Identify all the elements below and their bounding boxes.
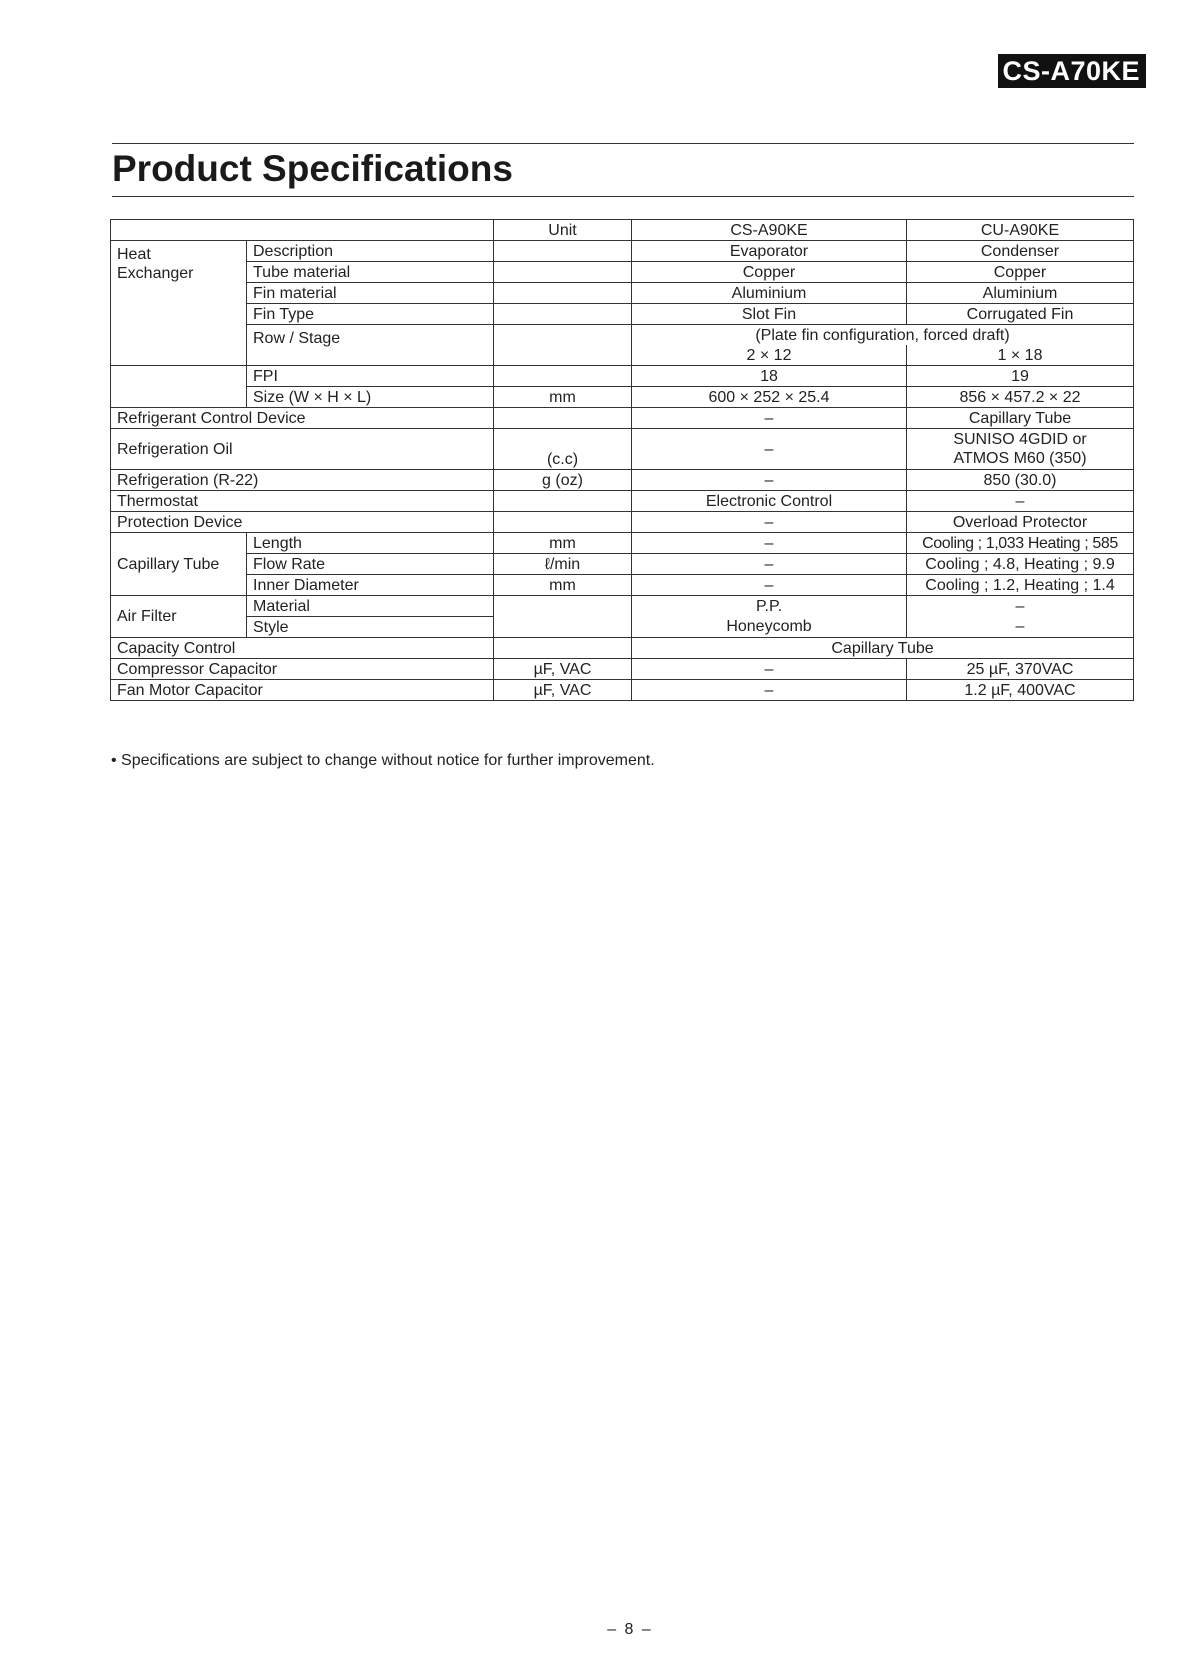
row-label: Protection Device (111, 512, 494, 533)
heat-exchanger-label-line2: Exchanger (117, 265, 194, 282)
unit-cell (494, 512, 632, 533)
page-number: – 8 – (607, 1621, 653, 1638)
unit-cell (494, 241, 632, 262)
outdoor-value: – (907, 596, 1134, 617)
row-label: Refrigeration Oil (111, 429, 494, 470)
unit-cell (494, 325, 632, 366)
outdoor-value: 19 (907, 366, 1134, 387)
unit-cell: mm (494, 387, 632, 408)
indoor-value: – (632, 575, 907, 596)
row-label: Material (247, 596, 494, 617)
model-code-badge: CS-A70KE (998, 54, 1146, 88)
table-row (111, 512, 1134, 533)
header-blank-cell (111, 220, 494, 241)
unit-cell: mm (494, 575, 632, 596)
outdoor-value: Aluminium (907, 283, 1134, 304)
indoor-value: – (632, 470, 907, 491)
outdoor-value (907, 429, 1134, 470)
oil-type-line1: SUNISO 4GDID or (953, 431, 1087, 448)
unit-cell (494, 366, 632, 387)
indoor-value: – (632, 512, 907, 533)
outdoor-value: – (907, 491, 1134, 512)
indoor-value: Aluminium (632, 283, 907, 304)
table-row (111, 659, 1134, 680)
indoor-value: Copper (632, 262, 907, 283)
unit-cell: ℓ/min (494, 554, 632, 575)
outdoor-value: Capillary Tube (907, 408, 1134, 429)
outdoor-value: Corrugated Fin (907, 304, 1134, 325)
table-row (111, 387, 1134, 408)
unit-cell: (c.c) (494, 429, 632, 470)
title-rule-bottom (112, 196, 1134, 197)
unit-cell (494, 596, 632, 638)
indoor-value: Honeycomb (632, 617, 907, 638)
row-label: Inner Diameter (247, 575, 494, 596)
table-row (111, 554, 1134, 575)
row-label: Fin material (247, 283, 494, 304)
outdoor-value: 1.2 µF, 400VAC (907, 680, 1134, 701)
table-row (111, 408, 1134, 429)
table-header-row (111, 220, 1134, 241)
row-label: Size (W × H × L) (247, 387, 494, 408)
indoor-value: – (632, 554, 907, 575)
table-row (111, 262, 1134, 283)
unit-cell (494, 408, 632, 429)
unit-cell (494, 304, 632, 325)
indoor-value: 2 × 12 (632, 345, 907, 366)
capillary-tube-label: Capillary Tube (111, 533, 247, 596)
outdoor-value: 25 µF, 370VAC (907, 659, 1134, 680)
outdoor-value: Copper (907, 262, 1134, 283)
oil-type-line2: ATMOS M60 (350) (953, 450, 1087, 467)
row-stage-note: (Plate fin configuration, forced draft) (632, 325, 1134, 346)
header-outdoor-model: CU-A90KE (907, 220, 1134, 241)
indoor-value: 600 × 252 × 25.4 (632, 387, 907, 408)
row-label: Description (247, 241, 494, 262)
outdoor-value: 856 × 457.2 × 22 (907, 387, 1134, 408)
outdoor-value: Cooling ; 1.2, Heating ; 1.4 (907, 575, 1134, 596)
unit-cell: g (oz) (494, 470, 632, 491)
table-row (111, 575, 1134, 596)
row-label: Refrigerant Control Device (111, 408, 494, 429)
row-label: Tube material (247, 262, 494, 283)
table-row (111, 638, 1134, 659)
row-label: Compressor Capacitor (111, 659, 494, 680)
outdoor-value: 850 (30.0) (907, 470, 1134, 491)
row-label: Flow Rate (247, 554, 494, 575)
outdoor-value: Condenser (907, 241, 1134, 262)
outdoor-value: 1 × 18 (907, 345, 1134, 366)
row-label: Thermostat (111, 491, 494, 512)
outdoor-value: Overload Protector (907, 512, 1134, 533)
footnote: • Specifications are subject to change without notice for further improvement. (111, 752, 655, 769)
row-label: Row / Stage (247, 325, 494, 366)
unit-cell: µF, VAC (494, 680, 632, 701)
table-row (111, 366, 1134, 387)
table-row (111, 596, 1134, 617)
indoor-value: – (632, 408, 907, 429)
table-row (111, 680, 1134, 701)
unit-cell (494, 491, 632, 512)
row-label: Capacity Control (111, 638, 494, 659)
page-title: Product Specifications (112, 148, 513, 189)
table-row (111, 325, 1134, 346)
row-label: Length (247, 533, 494, 554)
unit-cell (494, 262, 632, 283)
indoor-value: Electronic Control (632, 491, 907, 512)
table-row (111, 241, 1134, 262)
outdoor-value: Cooling ; 1,033 Heating ; 585 (907, 533, 1134, 554)
table-row (111, 283, 1134, 304)
unit-cell: mm (494, 533, 632, 554)
outdoor-value: Cooling ; 4.8, Heating ; 9.9 (907, 554, 1134, 575)
indoor-value: 18 (632, 366, 907, 387)
indoor-value: Evaporator (632, 241, 907, 262)
air-filter-label: Air Filter (111, 596, 247, 638)
unit-cell (494, 638, 632, 659)
indoor-value: – (632, 680, 907, 701)
table-row (111, 470, 1134, 491)
indoor-value: – (632, 659, 907, 680)
indoor-value: Slot Fin (632, 304, 907, 325)
table-row (111, 491, 1134, 512)
indoor-value: P.P. (632, 596, 907, 617)
row-label: Style (247, 617, 494, 638)
header-unit: Unit (494, 220, 632, 241)
indoor-value: – (632, 429, 907, 470)
specifications-table (110, 219, 1134, 701)
header-indoor-model: CS-A90KE (632, 220, 907, 241)
row-label: FPI (247, 366, 494, 387)
row-label: Fin Type (247, 304, 494, 325)
table-row (111, 533, 1134, 554)
table-row (111, 429, 1134, 470)
outdoor-value: – (907, 617, 1134, 638)
indoor-value: – (632, 533, 907, 554)
row-label: Refrigeration (R-22) (111, 470, 494, 491)
table-row (111, 304, 1134, 325)
heat-exchanger-label-line1: Heat (117, 246, 151, 263)
row-label: Fan Motor Capacitor (111, 680, 494, 701)
heat-exchanger-label (111, 241, 247, 366)
heat-exchanger-label-continued (111, 366, 247, 408)
unit-cell (494, 283, 632, 304)
shared-value: Capillary Tube (632, 638, 1134, 659)
unit-cell: µF, VAC (494, 659, 632, 680)
